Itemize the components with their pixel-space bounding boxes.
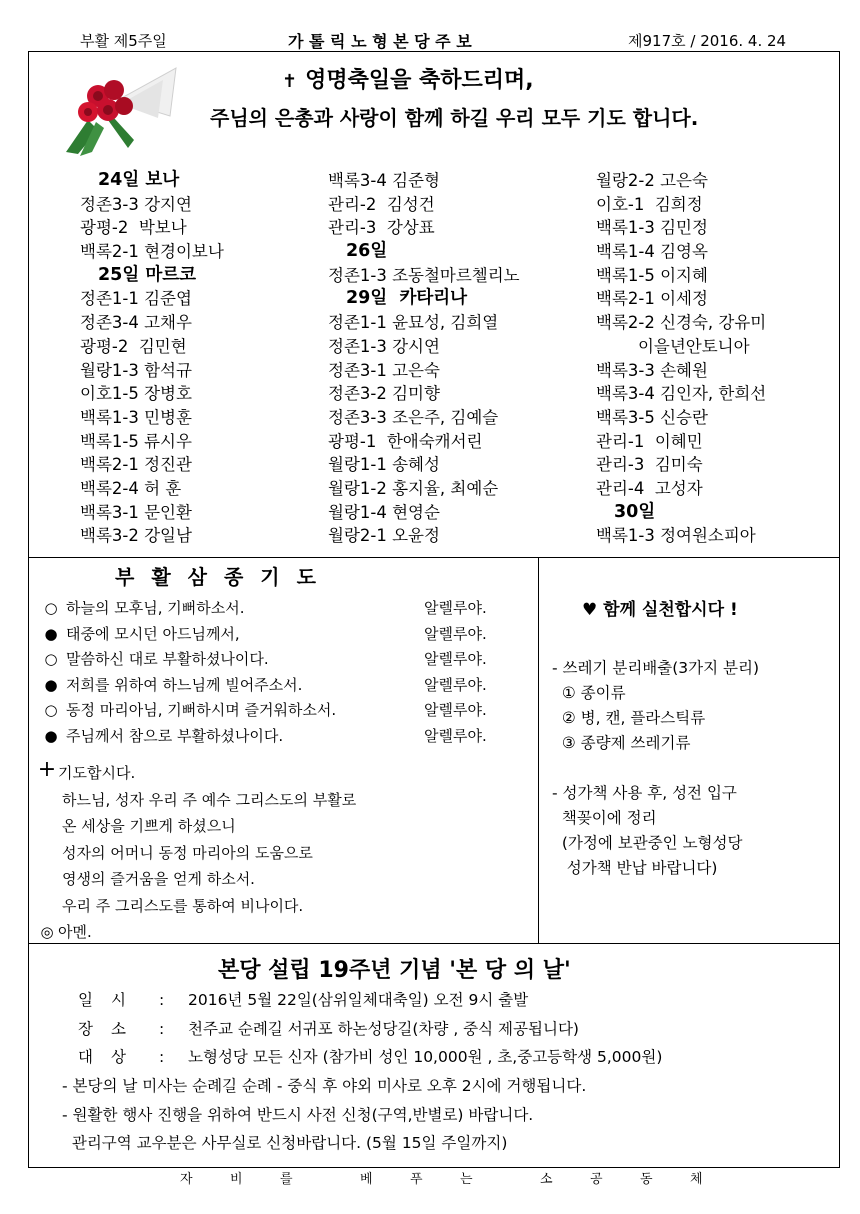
nameday-entry: 광평-2 박보나 bbox=[80, 218, 187, 238]
nameday-column-1 bbox=[80, 169, 224, 548]
nameday-column-2 bbox=[328, 169, 520, 548]
nameday-date: 29일 카타리나 bbox=[346, 288, 468, 309]
nameday-entry: 백록3-4 김인자, 한희선 bbox=[596, 384, 767, 404]
nameday-entry: 백록1-5 류시우 bbox=[80, 431, 192, 451]
bouquet-icon bbox=[58, 60, 178, 156]
anniversary-note: - 원활한 행사 진행을 위하여 반드시 사전 신청(구역,반별로) 바랍니다. bbox=[62, 1105, 534, 1124]
anniversary-label: 대상 bbox=[78, 1048, 144, 1067]
nameday-entry: 정존1-3 조동철마르첼리노 bbox=[328, 265, 520, 285]
footer-char: 자 bbox=[180, 1172, 193, 1187]
nameday-entry: 이호1-5 장병호 bbox=[80, 384, 192, 404]
issue-date: 제917호 / 2016. 4. 24 bbox=[628, 32, 787, 50]
footer-char: 를 bbox=[280, 1172, 293, 1187]
nameday-entry: 백록3-1 문인환 bbox=[80, 502, 192, 522]
practice-line: - 성가책 사용 후, 성전 입구 bbox=[552, 784, 737, 802]
nameday-entry: 백록3-3 손혜원 bbox=[596, 360, 708, 380]
nameday-entry: 월랑1-3 함석규 bbox=[80, 360, 192, 380]
divider-anniversary bbox=[28, 943, 840, 944]
anniversary-colon: : bbox=[159, 991, 165, 1009]
closing-text: 기도합시다. bbox=[58, 764, 136, 782]
nameday-entry: 이호-1 김희정 bbox=[596, 194, 703, 214]
nameday-date: 26일 bbox=[346, 241, 388, 262]
nameday-entry: 백록3-2 강일남 bbox=[80, 526, 192, 546]
nameday-entry: 정존3-4 고채우 bbox=[80, 313, 192, 333]
nameday-entry: 백록1-3 정여원소피아 bbox=[596, 526, 756, 546]
prayer-verse: 주님께서 참으로 부활하셨나이다. bbox=[66, 726, 284, 745]
nameday-entry: 정존3-3 조은주, 김예슬 bbox=[328, 407, 499, 427]
prayer-response: 알렐루야. bbox=[424, 675, 487, 694]
anniversary-note: - 본당의 날 미사는 순례길 순례 - 중식 후 야외 미사로 오후 2시에 거행됩니다. bbox=[62, 1077, 587, 1096]
open-circle-icon: ○ bbox=[44, 599, 58, 617]
prayer-response: 알렐루야. bbox=[424, 726, 487, 745]
practice-list bbox=[552, 656, 759, 881]
filled-circle-icon: ● bbox=[44, 624, 58, 643]
amen-text: 아멘. bbox=[58, 923, 92, 941]
nameday-entry: 백록1-4 김영옥 bbox=[596, 242, 708, 262]
liturgical-week: 부활 제5주일 bbox=[80, 32, 167, 50]
nameday-entry: 이을년안토니아 bbox=[596, 336, 750, 356]
prayer-verse: 저희를 위하여 하느님께 빌어주소서. bbox=[66, 675, 303, 694]
anniversary-title: 본당 설립 19주년 기념 '본 당 의 날' bbox=[218, 958, 571, 983]
nameday-column-3 bbox=[596, 169, 766, 548]
nameday-entry: 월랑1-1 송혜성 bbox=[328, 455, 440, 475]
closing-text: 하느님, 성자 우리 주 예수 그리스도의 부활로 bbox=[62, 790, 357, 809]
filled-circle-icon: ● bbox=[44, 726, 58, 745]
nameday-entry: 관리-1 이혜민 bbox=[596, 431, 703, 451]
nameday-date: 24일 보나 bbox=[98, 170, 180, 190]
feast-title-text: 영명축일을 축하드리며, bbox=[305, 68, 534, 93]
nameday-entry: 월랑1-2 홍지율, 최예순 bbox=[328, 478, 499, 498]
double-circle-icon: ◎ bbox=[40, 923, 54, 941]
prayer-verse: 태중에 모시던 아드님께서, bbox=[66, 624, 240, 643]
nameday-entry: 백록3-4 김준형 bbox=[328, 171, 440, 190]
nameday-entry: 백록2-1 정진관 bbox=[80, 455, 192, 475]
footer-char: 소 bbox=[540, 1172, 553, 1187]
divider-feast bbox=[28, 557, 840, 558]
nameday-date: 30일 bbox=[614, 501, 656, 522]
practice-line: ② 병, 캔, 플라스틱류 bbox=[552, 709, 706, 727]
footer-char: 푸 bbox=[410, 1172, 423, 1187]
nameday-entry: 백록2-4 허 훈 bbox=[80, 478, 182, 498]
prayer-response: 알렐루야. bbox=[424, 701, 487, 719]
feast-subtitle: 주님의 은총과 사랑이 함께 하길 우리 모두 기도 합니다. bbox=[210, 106, 699, 130]
cross-icon: ✝ bbox=[282, 71, 298, 92]
nameday-entry: 광평-2 김민현 bbox=[80, 336, 187, 356]
footer-char: 동 bbox=[640, 1172, 653, 1187]
practice-line: 성가책 반납 바랍니다) bbox=[552, 859, 718, 877]
anniversary-label: 일시 bbox=[78, 991, 144, 1009]
closing-text: 온 세상을 기쁘게 하셨으니 bbox=[62, 817, 236, 835]
nameday-entry: 정존3-2 김미향 bbox=[328, 384, 440, 404]
plus-icon: + bbox=[37, 757, 57, 782]
anniversary-colon: : bbox=[159, 1019, 165, 1038]
prayer-response: 알렐루야. bbox=[424, 650, 487, 668]
nameday-entry: 백록2-2 신경숙, 강유미 bbox=[596, 313, 767, 333]
practice-line: (가정에 보관중인 노형성당 bbox=[552, 834, 743, 852]
practice-line: - 쓰레기 분리배출(3가지 분리) bbox=[552, 659, 760, 677]
practice-line bbox=[552, 756, 759, 781]
open-circle-icon: ○ bbox=[44, 650, 58, 668]
nameday-entry: 정존3-1 고은숙 bbox=[328, 360, 440, 380]
practice-title: ♥ 함께 실천합시다 ! bbox=[582, 600, 738, 620]
prayer-response: 알렐루야. bbox=[424, 624, 487, 643]
prayer-verse: 하늘의 모후님, 기뻐하소서. bbox=[66, 599, 245, 617]
nameday-entry: 월랑2-1 오윤정 bbox=[328, 526, 440, 546]
divider-columns bbox=[538, 557, 539, 944]
nameday-entry: 백록3-5 신승란 bbox=[596, 407, 708, 427]
anniversary-colon: : bbox=[159, 1048, 165, 1067]
bulletin-header bbox=[30, 24, 840, 52]
anniversary-value: 노형성당 모든 신자 (참가비 성인 10,000원 , 초,중고등학생 5,000원) bbox=[188, 1048, 663, 1067]
practice-line: 책꽂이에 정리 bbox=[552, 809, 657, 827]
closing-text: 영생의 즐거움을 얻게 하소서. bbox=[62, 870, 255, 888]
open-circle-icon: ○ bbox=[44, 701, 58, 719]
closing-text: 성자의 어머니 동정 마리아의 도움으로 bbox=[62, 843, 313, 862]
prayer-title: 부활삼종기도 bbox=[115, 565, 333, 589]
feast-title bbox=[282, 63, 534, 94]
nameday-entry: 월랑2-2 고은숙 bbox=[596, 171, 708, 190]
practice-line: ① 종이류 bbox=[552, 684, 626, 702]
nameday-entry: 백록2-1 이세정 bbox=[596, 289, 708, 309]
filled-circle-icon: ● bbox=[44, 675, 58, 694]
closing-text: 우리 주 그리스도를 통하여 비나이다. bbox=[62, 896, 304, 915]
prayer-verse: 동정 마리아님, 기뻐하시며 즐거워하소서. bbox=[66, 701, 337, 719]
anniversary-label: 장소 bbox=[78, 1019, 144, 1038]
nameday-date: 25일 마르코 bbox=[98, 264, 197, 285]
prayer-response: 알렐루야. bbox=[424, 599, 487, 617]
nameday-entry: 월랑1-4 현영순 bbox=[328, 502, 440, 522]
nameday-entry: 정존1-1 윤묘성, 김희열 bbox=[328, 313, 499, 333]
footer-char: 는 bbox=[460, 1172, 473, 1187]
nameday-entry: 백록1-3 김민정 bbox=[596, 218, 708, 238]
anniversary-value: 천주교 순례길 서귀포 하논성당길(차량 , 중식 제공됩니다) bbox=[188, 1019, 579, 1038]
nameday-entry: 백록1-3 민병훈 bbox=[80, 407, 192, 427]
nameday-entry: 정존3-3 강지연 bbox=[80, 194, 192, 214]
nameday-entry: 정존1-3 강시연 bbox=[328, 336, 440, 356]
anniversary-note: 관리구역 교우분은 사무실로 신청바랍니다. (5월 15일 주일까지) bbox=[62, 1134, 508, 1153]
footer-char: 공 bbox=[590, 1172, 603, 1187]
nameday-entry: 정존1-1 김준엽 bbox=[80, 289, 192, 309]
nameday-entry: 백록2-1 현경이보나 bbox=[80, 242, 224, 262]
practice-line: ③ 종량제 쓰레기류 bbox=[552, 734, 691, 752]
nameday-entry: 광평-1 한애숙캐서린 bbox=[328, 431, 483, 451]
footer-char: 베 bbox=[360, 1172, 373, 1187]
footer-char: 비 bbox=[230, 1172, 243, 1187]
nameday-entry: 관리-4 고성자 bbox=[596, 478, 703, 498]
footer-char: 체 bbox=[690, 1172, 703, 1187]
nameday-entry: 백록1-5 이지혜 bbox=[596, 265, 708, 285]
nameday-entry: 관리-2 김성건 bbox=[328, 194, 435, 214]
nameday-entry: 관리-3 김미숙 bbox=[596, 455, 703, 475]
bulletin-title: 가 톨 릭 노 형 본 당 주 보 bbox=[288, 32, 472, 51]
prayer-verse: 말씀하신 대로 부활하셨나이다. bbox=[66, 650, 269, 668]
anniversary-value: 2016년 5월 22일(삼위일체대축일) 오전 9시 출발 bbox=[188, 991, 529, 1009]
nameday-entry: 관리-3 강상표 bbox=[328, 218, 435, 238]
